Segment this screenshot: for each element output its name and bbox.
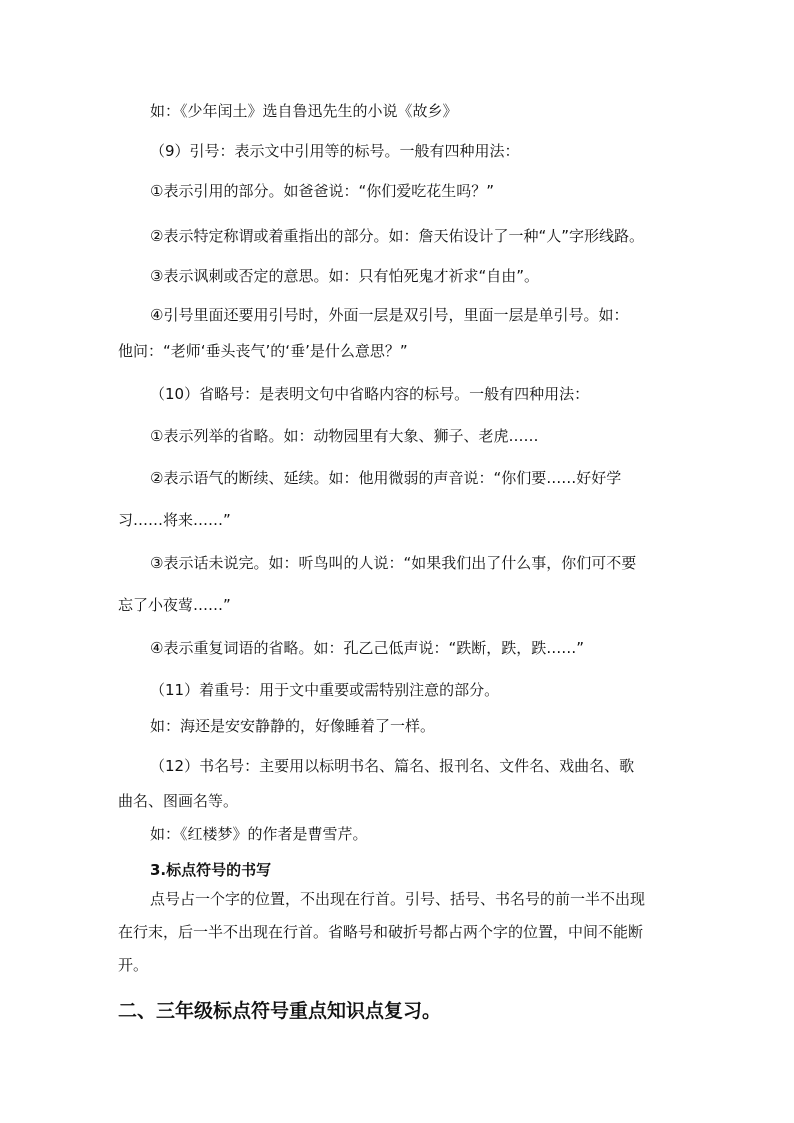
subheading-writing-punctuation: 3.标点符号的书写 <box>150 861 272 879</box>
ellipsis-usage-3: ③表示话未说完。如：听鸟叫的人说：“如果我们出了什么事，你们可不要 <box>150 554 637 572</box>
quotation-usage-4: ④引号里面还要用引号时，外面一层是双引号，里面一层是单引号。如： <box>150 306 629 324</box>
ellipsis-usage-3-continued: 忘了小夜莺……” <box>118 596 231 614</box>
emphasis-example: 如：海还是安安静静的，好像睡着了一样。 <box>150 717 436 735</box>
book-title-mark-continued: 曲名、图画名等。 <box>118 792 239 810</box>
ellipsis-usage-4: ④表示重复词语的省略。如：孔乙己低声说：“跌断，跌，跌……” <box>150 639 584 657</box>
quotation-usage-3: ③表示讽刺或否定的意思。如：只有怕死鬼才祈求“自由”。 <box>150 267 539 285</box>
ellipsis-usage-2-continued: 习……将来……” <box>118 511 231 529</box>
quotation-usage-4-continued: 他问：“老师‘垂头丧气’的‘垂’是什么意思？” <box>118 342 408 360</box>
writing-rule-line-3: 开。 <box>118 956 149 974</box>
example-line-book-title: 如：《少年闰土》选自鲁迅先生的小说《故乡》 <box>150 102 458 120</box>
ellipsis-usage-1: ①表示列举的省略。如：动物园里有大象、狮子、老虎…… <box>150 427 539 445</box>
writing-rule-line-1: 点号占一个字的位置，不出现在行首。引号、括号、书名号的前一半不出现 <box>150 890 646 908</box>
section-emphasis-mark: （11）着重号：用于文中重要或需特别注意的部分。 <box>150 681 500 699</box>
section-book-title-mark: （12）书名号：主要用以标明书名、篇名、报刊名、文件名、戏曲名、歌 <box>150 757 635 775</box>
quotation-usage-2: ②表示特定称谓或着重指出的部分。如：詹天佑设计了一种“人”字形线路。 <box>150 227 644 245</box>
section-ellipsis: （10）省略号：是表明文句中省略内容的标号。一般有四种用法： <box>150 385 590 403</box>
writing-rule-line-2: 在行末，后一半不出现在行首。省略号和破折号都占两个字的位置，中间不能断 <box>118 923 644 941</box>
ellipsis-usage-2: ②表示语气的断续、延续。如：他用微弱的声音说：“你们要……好好学 <box>150 469 622 487</box>
section-quotation-marks: （9）引号：表示文中引用等的标号。一般有四种用法： <box>150 142 520 160</box>
book-title-example: 如：《红楼梦》的作者是曹雪芹。 <box>150 825 368 843</box>
section-heading-grade-three-review: 二、三年级标点符号重点知识点复习。 <box>118 1000 442 1022</box>
quotation-usage-1: ①表示引用的部分。如爸爸说：“你们爱吃花生吗？” <box>150 182 494 200</box>
